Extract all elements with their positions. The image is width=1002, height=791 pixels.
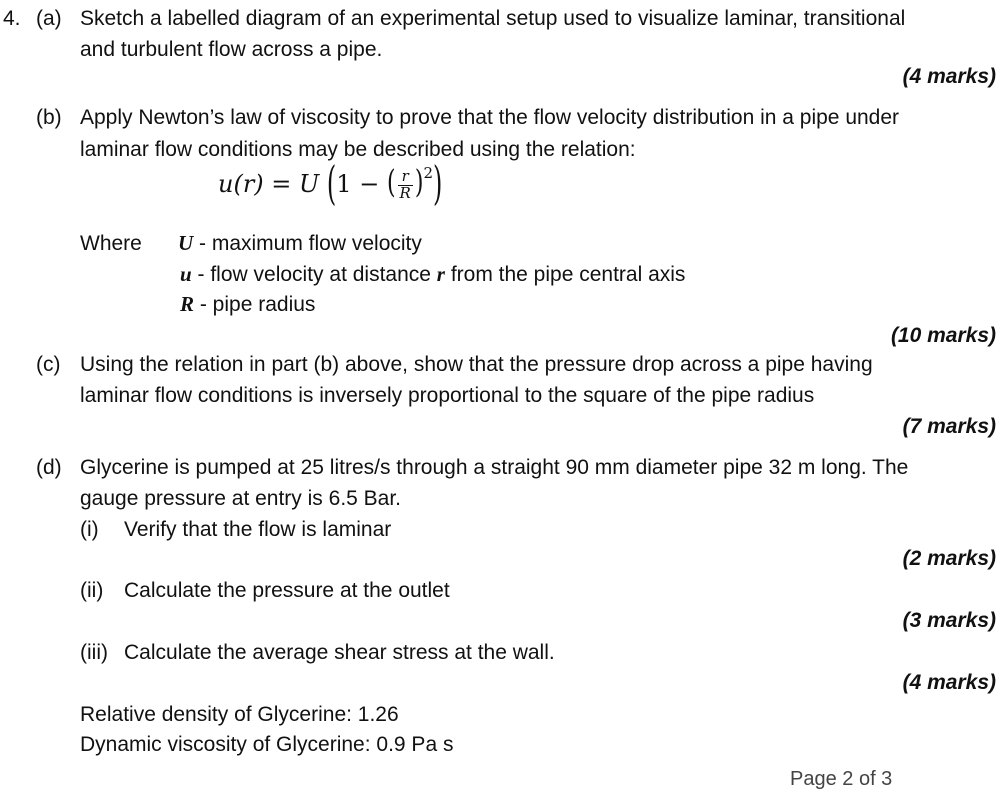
definition-U-text: - maximum flow velocity [193, 232, 422, 255]
subpart-iii-marks: (4 marks) [902, 671, 996, 694]
part-a-line-2: and turbulent flow across a pipe. [80, 38, 383, 61]
formula-fraction [398, 169, 413, 202]
definition-u-symbol: u [180, 262, 192, 286]
part-c-line-2: laminar flow conditions is inversely proportional to the square of the pipe radius [80, 384, 815, 407]
formula-equals: = [271, 170, 292, 198]
subpart-i-marks: (2 marks) [902, 547, 996, 570]
subpart-ii-text: Calculate the pressure at the outlet [124, 579, 450, 602]
page-footer-fragment [790, 768, 930, 790]
part-d-line-2: gauge pressure at entry is 6.5 Bar. [80, 487, 402, 510]
part-b-marks: (10 marks) [890, 324, 996, 347]
part-a-line-1: Sketch a labelled diagram of an experimental setup used to visualize laminar, transitional [80, 7, 906, 30]
part-b-line-2: laminar flow conditions may be described using the relation: [80, 138, 636, 161]
part-c-label: (c) [36, 353, 61, 376]
part-c-marks: (7 marks) [902, 415, 996, 438]
subpart-i-text: Verify that the flow is laminar [124, 518, 392, 541]
part-b-line-1: Apply Newton’s law of viscosity to prove that the flow velocity distribution in a pipe under [80, 106, 900, 129]
velocity-profile-formula [218, 156, 443, 211]
formula-close-paren: ) [432, 156, 443, 211]
formula-max-velocity: U [299, 170, 320, 198]
formula-inner-close-paren: ) [414, 165, 424, 202]
formula-numerator: r [398, 169, 413, 186]
subpart-iii-label: (iii) [80, 641, 108, 664]
definition-u-text-before: - flow velocity at distance [191, 263, 437, 286]
subpart-iii-text: Calculate the average shear stress at the wall. [124, 641, 555, 664]
part-d-label: (d) [36, 456, 62, 479]
definition-u-text-after: from the pipe central axis [444, 263, 686, 286]
question-number: 4. [3, 7, 21, 30]
page-footer-text: Page 2 of 3 [790, 768, 893, 790]
where-label: Where [80, 232, 142, 255]
formula-inner-open-paren: ( [386, 165, 396, 202]
subpart-ii-label: (ii) [80, 579, 104, 602]
data-line-viscosity: Dynamic viscosity of Glycerine: 0.9 Pa s [80, 733, 454, 756]
definition-r-symbol: r [436, 262, 445, 286]
data-line-density: Relative density of Glycerine: 1.26 [80, 703, 399, 726]
part-a-marks: (4 marks) [902, 65, 996, 88]
subpart-ii-marks: (3 marks) [902, 609, 996, 632]
part-d-line-1: Glycerine is pumped at 25 litres/s through a straight 90 mm diameter pipe 32 m long. The [80, 456, 909, 479]
definition-R-symbol: R [180, 292, 195, 316]
part-a-label: (a) [36, 7, 62, 30]
part-c-line-1: Using the relation in part (b) above, show that the pressure drop across a pipe having [80, 353, 873, 376]
definition-R [180, 294, 315, 315]
formula-lhs: u(r) [218, 170, 264, 198]
definition-u [180, 264, 685, 285]
subpart-i-label: (i) [80, 518, 99, 541]
formula-denominator: R [399, 184, 411, 202]
definition-U [178, 233, 422, 254]
formula-open-paren: ( [326, 156, 337, 211]
definition-R-text: - pipe radius [194, 293, 316, 316]
formula-one-minus: 1 − [336, 170, 380, 198]
definition-U-symbol: U [178, 231, 194, 255]
part-b-label: (b) [36, 106, 62, 129]
formula-exponent: 2 [423, 164, 433, 182]
